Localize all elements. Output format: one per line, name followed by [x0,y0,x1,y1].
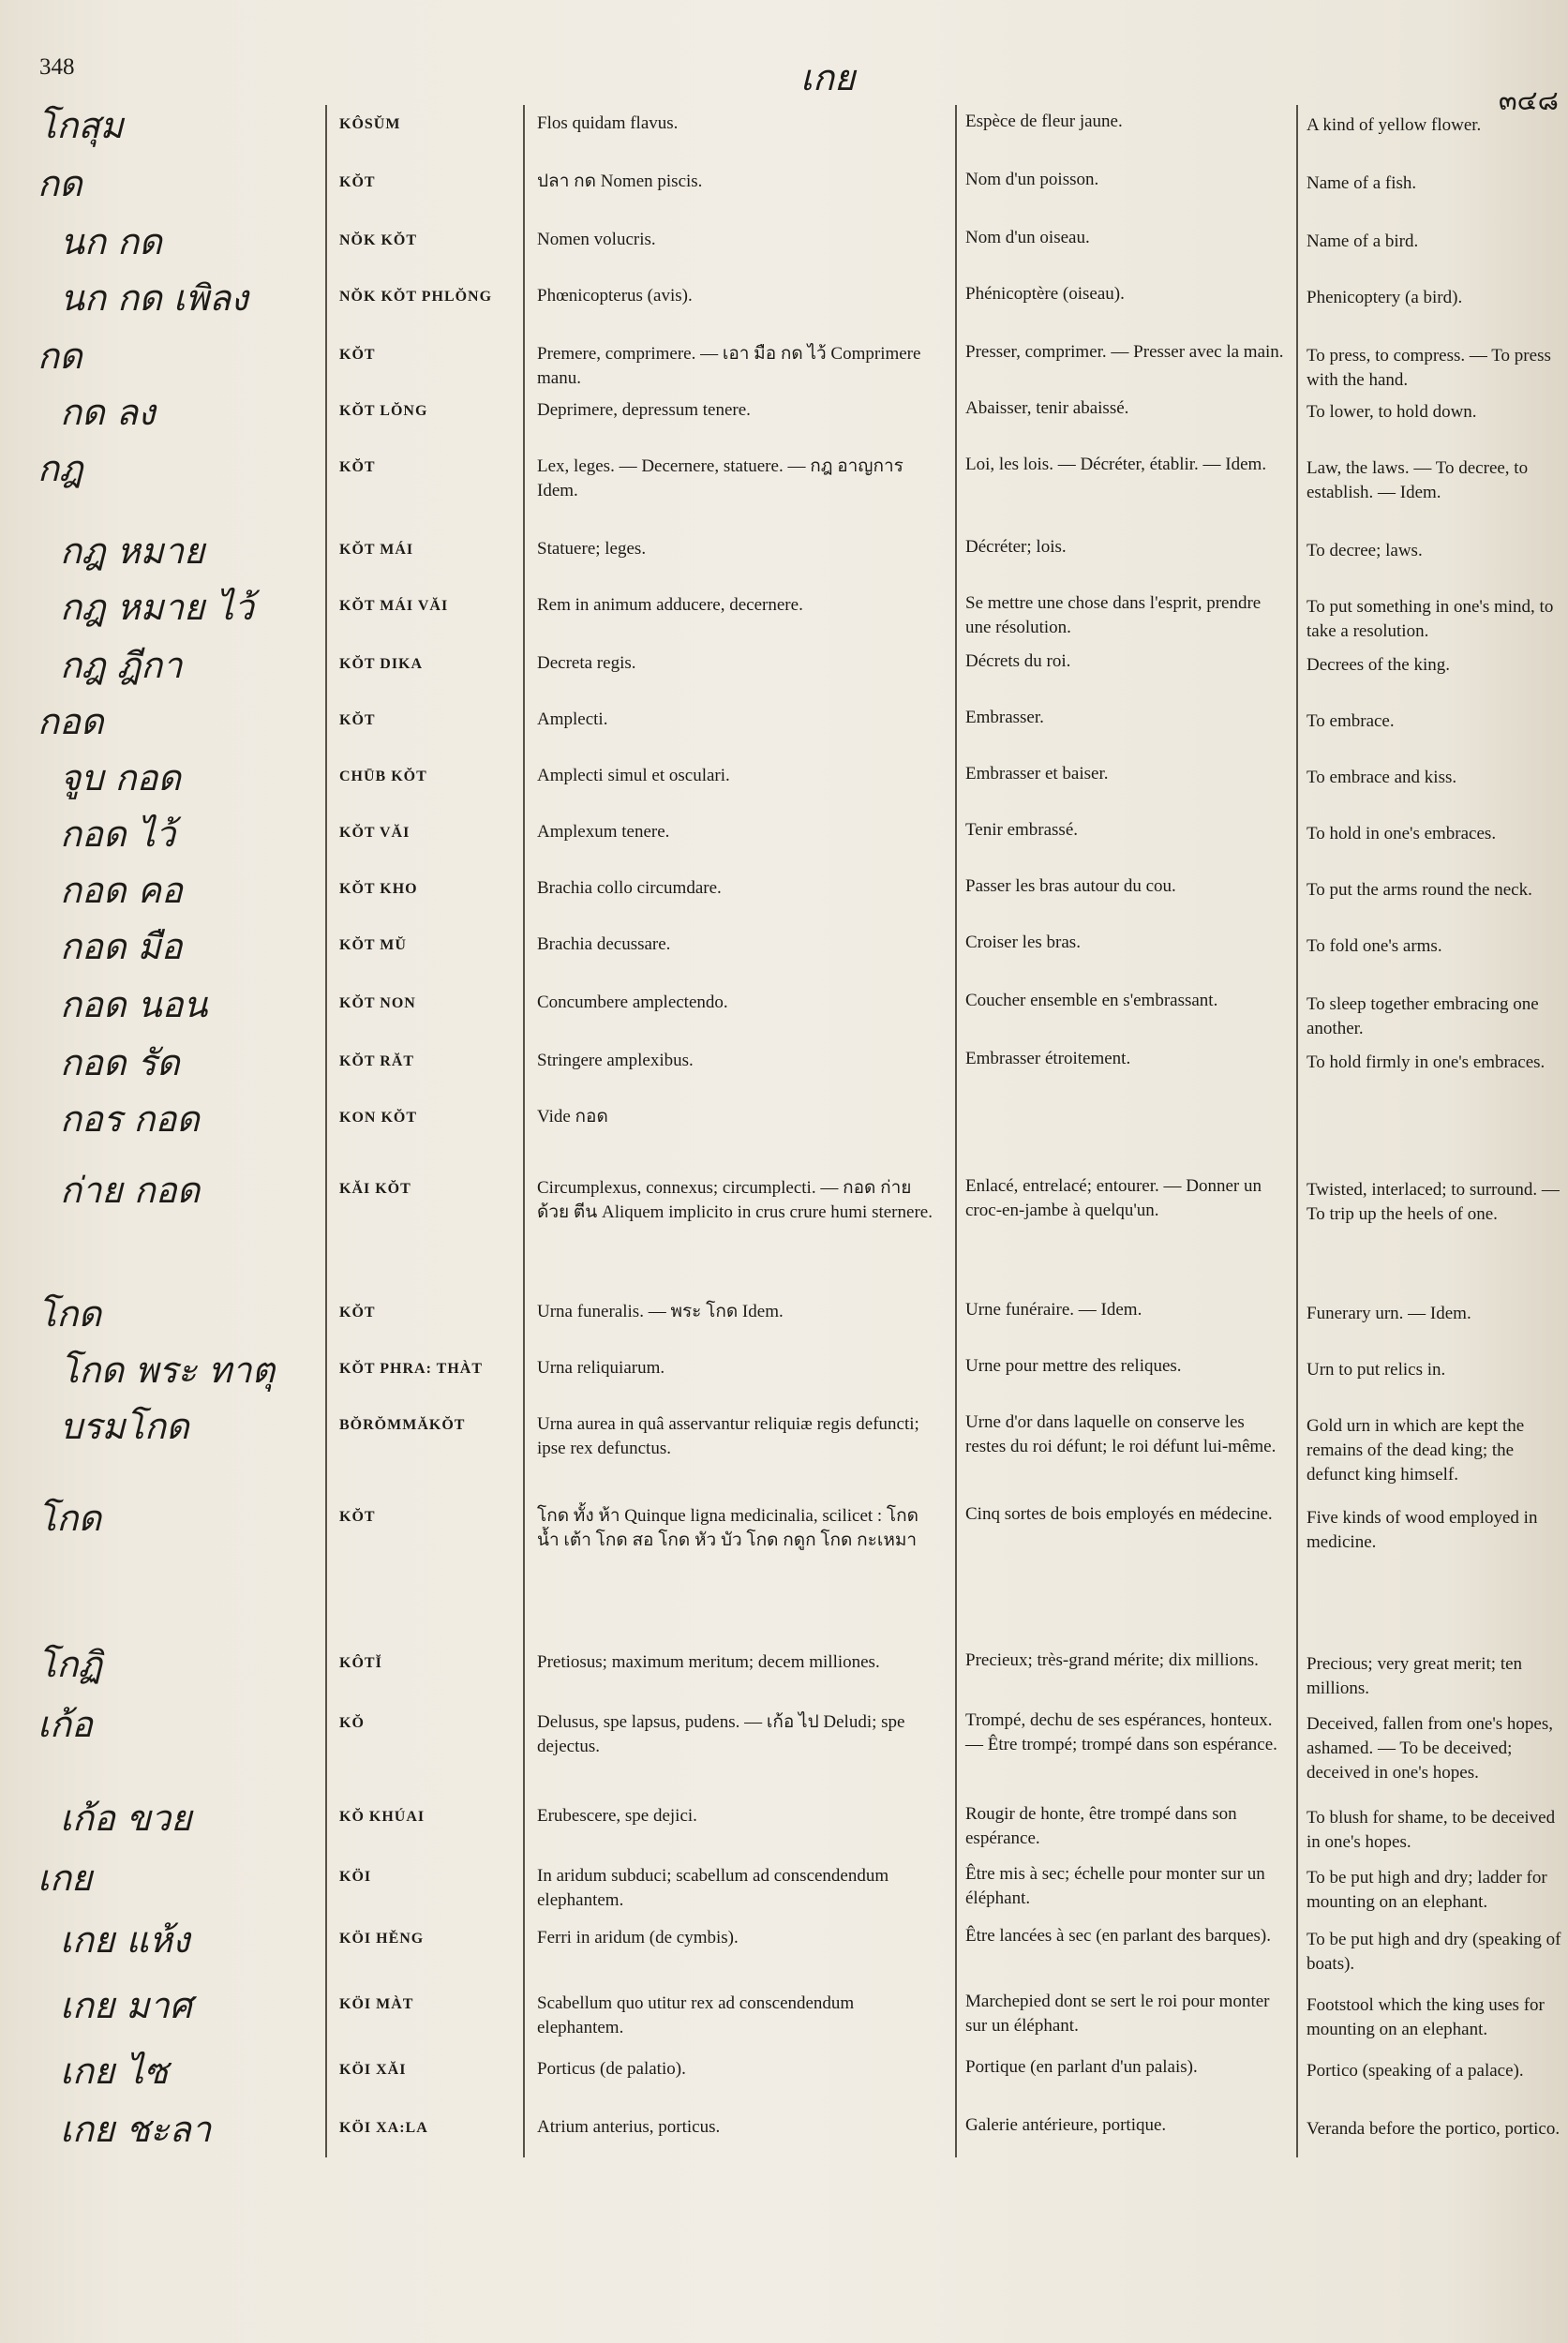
latin-definition: Decreta regis. [537,653,636,673]
french-definition: Precieux; très-grand mérite; dix millions. [965,1650,1259,1670]
romanization: KŎT MÁI VĂI [339,598,449,614]
thai-headword: โกด พระ ทาตุ [60,1350,276,1391]
latin-definition: ปลา กด Nomen piscis. [537,172,703,191]
latin-definition: Phœnicopterus (avis). [537,286,693,306]
romanization: KÔSŬM [339,116,401,132]
thai-headword: กฎ [37,448,83,489]
latin-definition: โกด ทั้ง ห้า Quinque ligna medicinalia, scilicet : โกด น้ำ เต้า โกด สอ โกด หัว บัว โกด กดูก โกด กะเหมา [537,1506,918,1550]
thai-headword: กอด [37,701,104,742]
thai-headword: เกย [37,1858,93,1899]
english-definition: Law, the laws. — To decree, to establish. — Idem. [1307,458,1529,502]
romanization: KŎT NON [339,995,416,1011]
romanization: KŎT [339,459,376,475]
english-definition: To put the arms round the neck. [1307,880,1532,900]
english-definition: To lower, to hold down. [1307,402,1477,422]
english-definition: Name of a fish. [1307,173,1417,193]
latin-definition: Atrium anterius, porticus. [537,2117,721,2137]
latin-definition: Ferri in aridum (de cymbis). [537,1928,739,1948]
latin-definition: Erubescere, spe dejici. [537,1806,697,1826]
english-definition: Phenicoptery (a bird). [1307,288,1463,307]
french-definition: Être mis à sec; échelle pour monter sur un éléphant. [965,1864,1265,1908]
romanization: KŎT MÁI [339,542,414,558]
english-definition: Funerary urn. — Idem. [1307,1304,1471,1323]
english-definition: Gold urn in which are kept the remains of the dead king; the defunct king himself. [1307,1416,1525,1485]
thai-headword: นก กด [60,221,162,262]
romanization: KON KŎT [339,1110,418,1126]
romanization: KÔTĬ [339,1655,382,1671]
thai-headword: เกย ไซ [60,2051,169,2092]
english-definition: A kind of yellow flower. [1307,115,1482,135]
french-definition: Espèce de fleur jaune. [965,112,1123,131]
french-definition: Trompé, dechu de ses espérances, honteux. — Être trompé; trompé dans son espérance. [965,1710,1277,1754]
french-definition: Croiser les bras. [965,933,1081,952]
romanization: KŎT PHRA: THÀT [339,1361,483,1377]
thai-headword: บรมโกด [60,1406,189,1447]
thai-headword: โกสุม [37,105,124,146]
latin-definition: Circumplexus, connexus; circumplecti. — กอด ก่าย ด้วย ตีน Aliquem implicito in crus crure humi sternere. [537,1178,933,1222]
latin-definition: Urna reliquiarum. [537,1358,665,1378]
romanization: NŎK KŎT PHLŎNG [339,289,493,305]
french-definition: Nom d'un oiseau. [965,228,1090,247]
french-definition: Urne d'or dans laquelle on conserve les restes du roi défunt; le roi défunt lui-même. [965,1412,1277,1456]
latin-definition: Premere, comprimere. — เอา มือ กด ไว้ Comprimere manu. [537,344,921,388]
thai-headword: เกย มาศ [60,1985,192,2026]
running-head: เกย [800,57,856,98]
french-definition: Urne funéraire. — Idem. [965,1300,1142,1320]
english-definition: Twisted, interlaced; to surround. — To trip up the heels of one. [1307,1180,1560,1224]
french-definition [965,1098,1286,1103]
english-definition: Deceived, fallen from one's hopes, ashamed. — To be deceived; deceived in one's hopes. [1307,1714,1553,1783]
french-definition: Marchepied dont se sert le roi pour monter sur un éléphant. [965,1992,1270,2036]
english-definition: Veranda before the portico, portico. [1307,2119,1561,2139]
english-definition: To be put high and dry; ladder for mounting on an elephant. [1307,1868,1547,1912]
thai-headword: เกย ชะลา [60,2109,212,2150]
english-definition: Portico (speaking of a palace). [1307,2061,1524,2081]
romanization: KŎT DIKA [339,656,424,672]
french-definition: Galerie antérieure, portique. [965,2115,1167,2135]
romanization: KŎT RĂT [339,1053,415,1069]
column-rule-french-english [1296,105,1298,2157]
thai-headword: โกด [37,1498,102,1539]
latin-definition: Urna aurea in quâ asservantur reliquiæ regis defuncti; ipse rex defunctus. [537,1414,919,1458]
english-definition: To embrace. [1307,711,1395,731]
french-definition: Embrasser. [965,708,1044,727]
thai-headword: โกด [37,1293,102,1335]
romanization: KÖI [339,1869,372,1885]
romanization: KŎT MŬ [339,937,407,953]
latin-definition: Amplexum tenere. [537,822,670,842]
romanization: CHŪB KŎT [339,769,427,784]
romanization: KŎT [339,174,376,190]
romanization: KÖI HĚNG [339,1931,425,1947]
english-definition: To hold in one's embraces. [1307,824,1497,843]
french-definition: Coucher ensemble en s'embrassant. [965,991,1218,1010]
romanization: NŎK KŎT [339,232,418,248]
latin-definition: Deprimere, depressum tenere. [537,400,751,420]
romanization: KŎ KHÚAI [339,1809,426,1825]
thai-headword: กอด นอน [60,984,208,1025]
thai-headword: เก้อ [37,1704,93,1745]
romanization: KÖI XĂI [339,2062,407,2078]
column-rule-romanization-latin [523,105,525,2157]
french-definition: Décrets du roi. [965,651,1071,671]
latin-definition: Urna funeralis. — พระ โกด Idem. [537,1302,784,1321]
french-definition: Tenir embrassé. [965,820,1079,840]
romanization: KŎT [339,1509,376,1525]
french-definition: Se mettre une chose dans l'esprit, prendre une résolution. [965,593,1262,637]
romanization: KÖI XA:LA [339,2120,428,2136]
french-definition: Embrasser étroitement. [965,1049,1131,1068]
latin-definition: Nomen volucris. [537,230,656,249]
english-definition: To blush for shame, to be deceived in one's hopes. [1307,1808,1556,1852]
latin-definition: Pretiosus; maximum meritum; decem milliones. [537,1652,880,1672]
french-definition: Phénicoptère (oiseau). [965,284,1125,304]
french-definition: Presser, comprimer. — Presser avec la main. [965,342,1284,362]
thai-headword: กฎ ฎีกา [60,645,183,686]
thai-headword: เก้อ ขวย [60,1798,192,1839]
latin-definition: Delusus, spe lapsus, pudens. — เก้อ ไป Deludi; spe dejectus. [537,1712,905,1756]
english-definition: Footstool which the king uses for mounting on an elephant. [1307,1995,1545,2039]
english-definition: To fold one's arms. [1307,936,1442,956]
thai-headword: กด [37,163,82,204]
latin-definition: Scabellum quo utitur rex ad conscendendum elephantem. [537,1993,855,2037]
romanization: KĂI KŎT [339,1181,411,1197]
latin-definition: Flos quidam flavus. [537,113,679,133]
romanization: KŎT [339,347,376,363]
french-definition: Être lancées à sec (en parlant des barques). [965,1926,1271,1946]
french-definition: Passer les bras autour du cou. [965,876,1176,896]
thai-headword: โกฏิ [37,1644,102,1685]
latin-definition: In aridum subduci; scabellum ad conscendendum elephantem. [537,1866,889,1910]
latin-definition: Statuere; leges. [537,539,647,559]
english-definition [1307,1098,1565,1107]
column-rule-latin-french [955,105,957,2157]
french-definition: Nom d'un poisson. [965,170,1099,189]
thai-headword: กด [37,336,82,377]
romanization: KŎT LŎNG [339,403,428,419]
latin-definition: Amplecti simul et osculari. [537,766,730,785]
column-rule-thai-romanization [325,105,327,2157]
english-definition: To decree; laws. [1307,541,1423,560]
thai-headword: กฎ หมาย ไว้ [60,587,254,628]
latin-definition: Porticus (de palatio). [537,2059,686,2079]
english-definition: Name of a bird. [1307,231,1419,251]
romanization: KÖI MÀT [339,1996,414,2012]
latin-definition: Brachia collo circumdare. [537,878,722,898]
french-definition: Urne pour mettre des reliques. [965,1356,1182,1376]
english-definition: To be put high and dry (speaking of boats). [1307,1930,1561,1974]
latin-definition: Amplecti. [537,709,608,729]
french-definition: Portique (en parlant d'un palais). [965,2057,1198,2077]
romanization: BŎRŎMMĂKŎT [339,1417,466,1433]
latin-definition: Rem in animum adducere, decernere. [537,595,803,615]
latin-definition: Lex, leges. — Decernere, statuere. — กฎ อาญการ Idem. [537,456,903,500]
thai-headword: กอด ไว้ [60,813,176,855]
thai-headword: ก่าย กอด [60,1170,201,1211]
english-definition: To embrace and kiss. [1307,768,1457,787]
latin-definition: Vide กอด [537,1107,608,1127]
thai-headword: เกย แห้ง [60,1919,190,1961]
french-definition: Décréter; lois. [965,537,1067,557]
thai-headword: กอร กอด [60,1098,200,1140]
thai-headword: จูบ กอด [60,757,181,798]
thai-page-number: ๓๔๘ [1498,84,1559,116]
thai-headword: กฎ หมาย [60,530,205,572]
english-definition: To hold firmly in one's embraces. [1307,1052,1546,1072]
english-definition: To sleep together embracing one another. [1307,994,1539,1038]
romanization: KŎ [339,1715,365,1731]
french-definition: Rougir de honte, être trompé dans son espérance. [965,1804,1237,1848]
thai-headword: กอด คอ [60,870,183,911]
romanization: KŎT [339,712,376,728]
french-definition: Enlacé, entrelacé; entourer. — Donner un croc-en-jambe à quelqu'un. [965,1176,1262,1220]
french-definition: Cinq sortes de bois employés en médecine. [965,1504,1273,1524]
french-definition: Embrasser et baiser. [965,764,1109,783]
english-definition: Five kinds of wood employed in medicine. [1307,1508,1538,1552]
french-definition: Abaisser, tenir abaissé. [965,398,1129,418]
page-number: 348 [39,54,75,80]
romanization: KŎT KHO [339,881,418,897]
thai-headword: นก กด เพิลง [60,277,248,319]
english-definition: Urn to put relics in. [1307,1360,1446,1380]
english-definition: To put something in one's mind, to take a resolution. [1307,597,1554,641]
english-definition: Decrees of the king. [1307,655,1450,675]
latin-definition: Concumbere amplectendo. [537,992,728,1012]
english-definition: To press, to compress. — To press with the hand. [1307,346,1551,390]
french-definition: Loi, les lois. — Décréter, établir. — Idem. [965,455,1267,474]
latin-definition: Brachia decussare. [537,934,671,954]
romanization: KŎT [339,1305,376,1321]
thai-headword: กด ลง [60,392,156,433]
romanization: KŎT VĂI [339,825,411,841]
latin-definition: Stringere amplexibus. [537,1051,694,1070]
thai-headword: กอด มือ [60,926,183,967]
thai-headword: กอด รัด [60,1042,180,1083]
english-definition: Precious; very great merit; ten millions. [1307,1654,1523,1698]
